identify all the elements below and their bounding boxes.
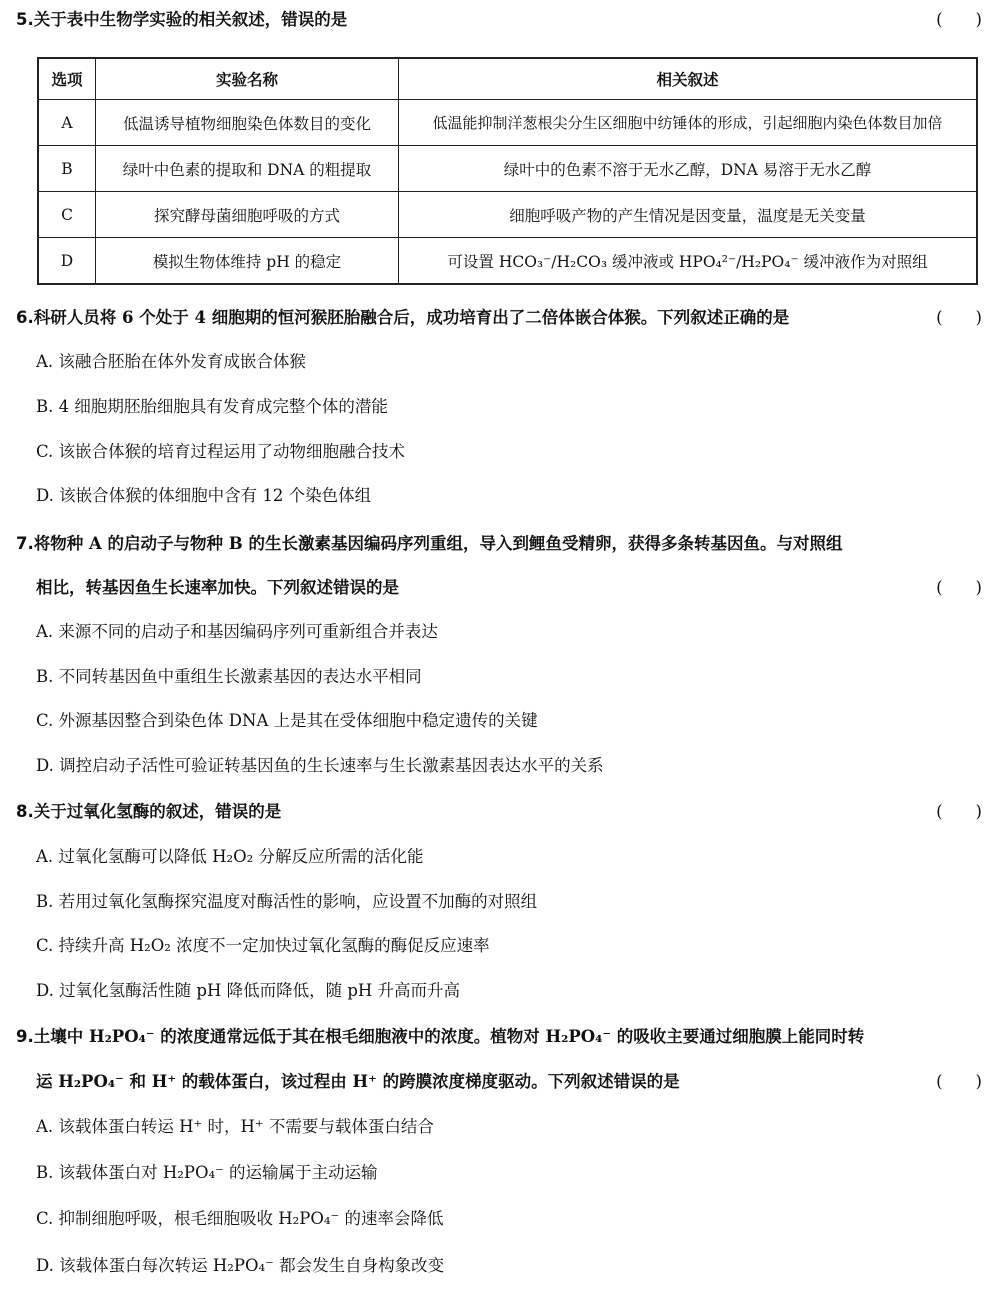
- table-header-row: [38, 58, 977, 100]
- q9-answer-paren: ( ): [936, 1072, 982, 1091]
- col-header-option: 选项: [38, 58, 96, 100]
- q7-stem: [16, 532, 982, 556]
- q7-answer-paren: ( ): [936, 578, 982, 597]
- cell-experiment: 模拟生物体维持 pH 的稳定: [96, 238, 399, 285]
- q9-stem-text-2: 运 H₂PO₄⁻ 和 H⁺ 的载体蛋白，该过程由 H⁺ 的跨膜浓度梯度驱动。下列叙述错误的是: [36, 1072, 680, 1091]
- q6-stem-text: 科研人员将 6 个处于 4 细胞期的恒河猴胚胎融合后，成功培育出了二倍体嵌合体猴。下列叙述正确的是: [33, 308, 790, 327]
- q8-stem-text: 关于过氧化氢酶的叙述，错误的是: [33, 802, 282, 821]
- cell-option: A: [38, 100, 96, 146]
- q7-option-a: A. 来源不同的启动子和基因编码序列可重新组合并表达: [36, 622, 438, 641]
- cell-option: C: [38, 192, 96, 238]
- q5-answer-paren: ( ): [936, 10, 982, 29]
- table-row: [38, 192, 977, 238]
- col-header-experiment: 实验名称: [96, 58, 399, 100]
- q8-answer-paren: ( ): [936, 802, 982, 821]
- q6-stem: [16, 306, 982, 330]
- q6-option-c: C. 该嵌合体猴的培育过程运用了动物细胞融合技术: [36, 442, 406, 461]
- q7-option-d: D. 调控启动子活性可验证转基因鱼的生长速率与生长激素基因表达水平的关系: [36, 756, 604, 775]
- q6-number: 6.: [16, 308, 34, 327]
- q7-stem-text-2: 相比，转基因鱼生长速率加快。下列叙述错误的是: [36, 578, 399, 597]
- q7-option-b: B. 不同转基因鱼中重组生长激素基因的表达水平相同: [36, 667, 422, 686]
- q9-stem-text: 土壤中 H₂PO₄⁻ 的浓度通常远低于其在根毛细胞液中的浓度。植物对 H₂PO₄⁻ 的吸收主要通过细胞膜上能同时转: [33, 1027, 865, 1046]
- q8-stem: [16, 800, 982, 824]
- q6-option-b: B. 4 细胞期胚胎细胞具有发育成完整个体的潜能: [36, 397, 388, 416]
- cell-description: 低温能抑制洋葱根尖分生区细胞中纺锤体的形成，引起细胞内染色体数目加倍: [399, 100, 978, 146]
- cell-description: 可设置 HCO₃⁻/H₂CO₃ 缓冲液或 HPO₄²⁻/H₂PO₄⁻ 缓冲液作为对照组: [399, 238, 978, 285]
- q5-table: [37, 57, 978, 285]
- q8-option-d: D. 过氧化氢酶活性随 pH 降低而降低，随 pH 升高而升高: [36, 981, 461, 1000]
- table-row: [38, 146, 977, 192]
- q5-stem-text: 关于表中生物学实验的相关叙述，错误的是: [33, 10, 348, 29]
- q6-option-a: A. 该融合胚胎在体外发育成嵌合体猴: [36, 352, 306, 371]
- q9-option-b: B. 该载体蛋白对 H₂PO₄⁻ 的运输属于主动运输: [36, 1163, 378, 1182]
- q9-number: 9.: [16, 1027, 34, 1046]
- cell-experiment: 绿叶中色素的提取和 DNA 的粗提取: [96, 146, 399, 192]
- cell-description: 绿叶中的色素不溶于无水乙醇，DNA 易溶于无水乙醇: [399, 146, 978, 192]
- q7-stem-text: 将物种 A 的启动子与物种 B 的生长激素基因编码序列重组，导入到鲤鱼受精卵，获得多条转基因鱼。与对照组: [33, 534, 843, 553]
- q7-option-c: C. 外源基因整合到染色体 DNA 上是其在受体细胞中稳定遗传的关键: [36, 711, 538, 730]
- q8-option-c: C. 持续升高 H₂O₂ 浓度不一定加快过氧化氢酶的酶促反应速率: [36, 936, 490, 955]
- table-row: [38, 100, 977, 146]
- col-header-description: 相关叙述: [399, 58, 978, 100]
- cell-description: 细胞呼吸产物的产生情况是因变量，温度是无关变量: [399, 192, 978, 238]
- q8-option-b: B. 若用过氧化氢酶探究温度对酶活性的影响，应设置不加酶的对照组: [36, 892, 538, 911]
- q9-option-d: D. 该载体蛋白每次转运 H₂PO₄⁻ 都会发生自身构象改变: [36, 1256, 445, 1275]
- cell-option: D: [38, 238, 96, 285]
- q9-option-a: A. 该载体蛋白转运 H⁺ 时，H⁺ 不需要与载体蛋白结合: [36, 1117, 434, 1136]
- table-row: [38, 238, 977, 285]
- cell-experiment: 低温诱导植物细胞染色体数目的变化: [96, 100, 399, 146]
- q5-stem: [16, 8, 982, 32]
- q7-stem-line2: [36, 576, 982, 600]
- q8-number: 8.: [16, 802, 34, 821]
- cell-experiment: 探究酵母菌细胞呼吸的方式: [96, 192, 399, 238]
- q7-number: 7.: [16, 534, 34, 553]
- q9-stem-line2: [36, 1070, 982, 1094]
- q6-option-d: D. 该嵌合体猴的体细胞中含有 12 个染色体组: [36, 486, 372, 505]
- q9-option-c: C. 抑制细胞呼吸，根毛细胞吸收 H₂PO₄⁻ 的速率会降低: [36, 1209, 444, 1228]
- q6-answer-paren: ( ): [936, 308, 982, 327]
- q8-option-a: A. 过氧化氢酶可以降低 H₂O₂ 分解反应所需的活化能: [36, 847, 424, 866]
- cell-option: B: [38, 146, 96, 192]
- q9-stem: [16, 1025, 982, 1049]
- q5-number: 5.: [16, 10, 34, 29]
